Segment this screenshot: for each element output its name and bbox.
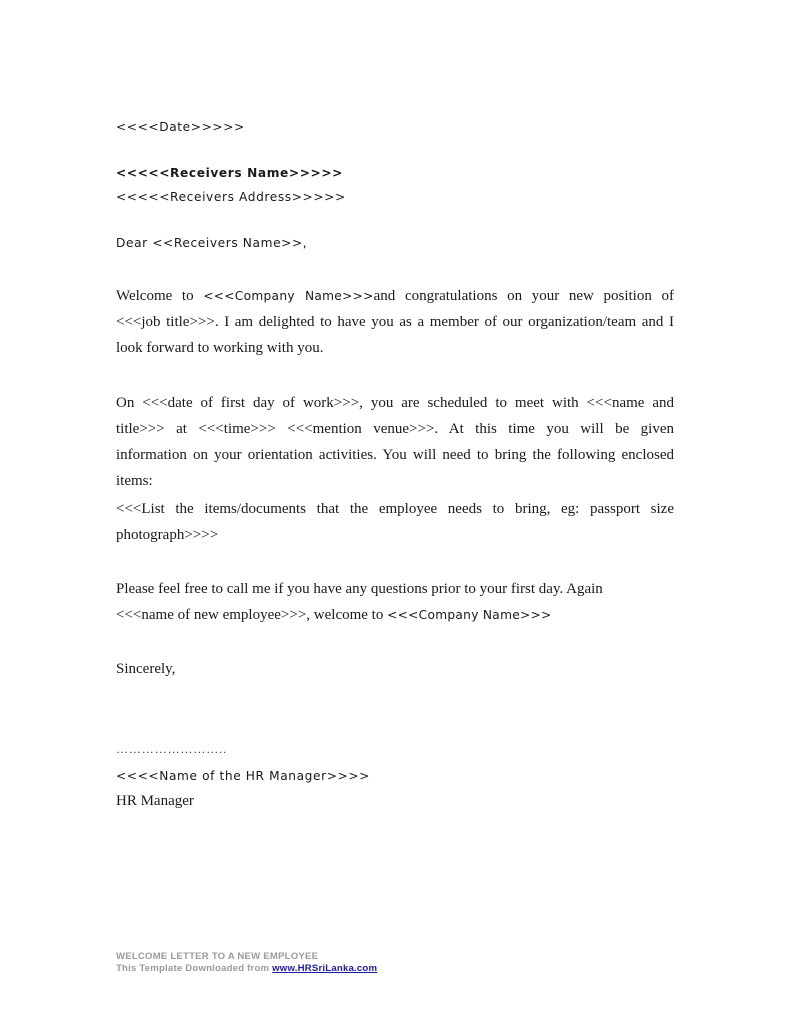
date-placeholder: <<<<Date>>>>> xyxy=(116,120,245,134)
para2-line3: information on your orientation activities. You will need to bring the following enclosed xyxy=(116,447,674,463)
new-employee-placeholder: <<<name of new employee>>>, welcome to xyxy=(116,607,388,623)
receiver-name: <<<<<Receivers Name>>>>> xyxy=(116,166,343,180)
footer-source xyxy=(116,963,377,975)
para3-line2 xyxy=(116,607,552,624)
para2-line4: items: xyxy=(116,473,153,489)
company-name-placeholder: <<<Company Name>>> xyxy=(203,289,374,303)
para2-line1: On <<<date of first day of work>>>, you are scheduled to meet with <<<name and xyxy=(116,395,674,411)
para2-line2: title>>> at <<<time>>> <<<mention venue>>>. At this time you will be given xyxy=(116,421,674,437)
receiver-address: <<<<<Receivers Address>>>>> xyxy=(116,190,346,204)
para1-congrats: and congratulations on your new position of xyxy=(373,288,675,304)
para1-line1 xyxy=(116,288,674,305)
salutation: Dear <<Receivers Name>>, xyxy=(116,236,308,250)
hr-manager-title: HR Manager xyxy=(116,793,194,809)
para2-line6: photograph>>>> xyxy=(116,527,219,543)
company-name-placeholder-2: <<<Company Name>>> xyxy=(387,608,552,622)
hr-manager-name: <<<<Name of the HR Manager>>>> xyxy=(116,769,370,783)
para1-line3: look forward to working with you. xyxy=(116,340,324,356)
signature-line: …………………….. xyxy=(116,742,227,756)
para1-line2: <<<job title>>>. I am delighted to have you as a member of our organization/team and I xyxy=(116,314,674,330)
footer-title: WELCOME LETTER TO A NEW EMPLOYEE xyxy=(116,951,319,962)
footer xyxy=(116,951,377,975)
closing: Sincerely, xyxy=(116,661,176,677)
para3-line1: Please feel free to call me if you have any questions prior to your first day. Again xyxy=(116,581,603,597)
para1-welcome: Welcome to xyxy=(116,288,194,304)
para2-line5: <<<List the items/documents that the employee needs to bring, eg: passport size xyxy=(116,501,674,517)
footer-link[interactable]: www.HRSriLanka.com xyxy=(272,963,378,974)
footer-downloaded-from: This Template Downloaded from xyxy=(116,963,273,974)
